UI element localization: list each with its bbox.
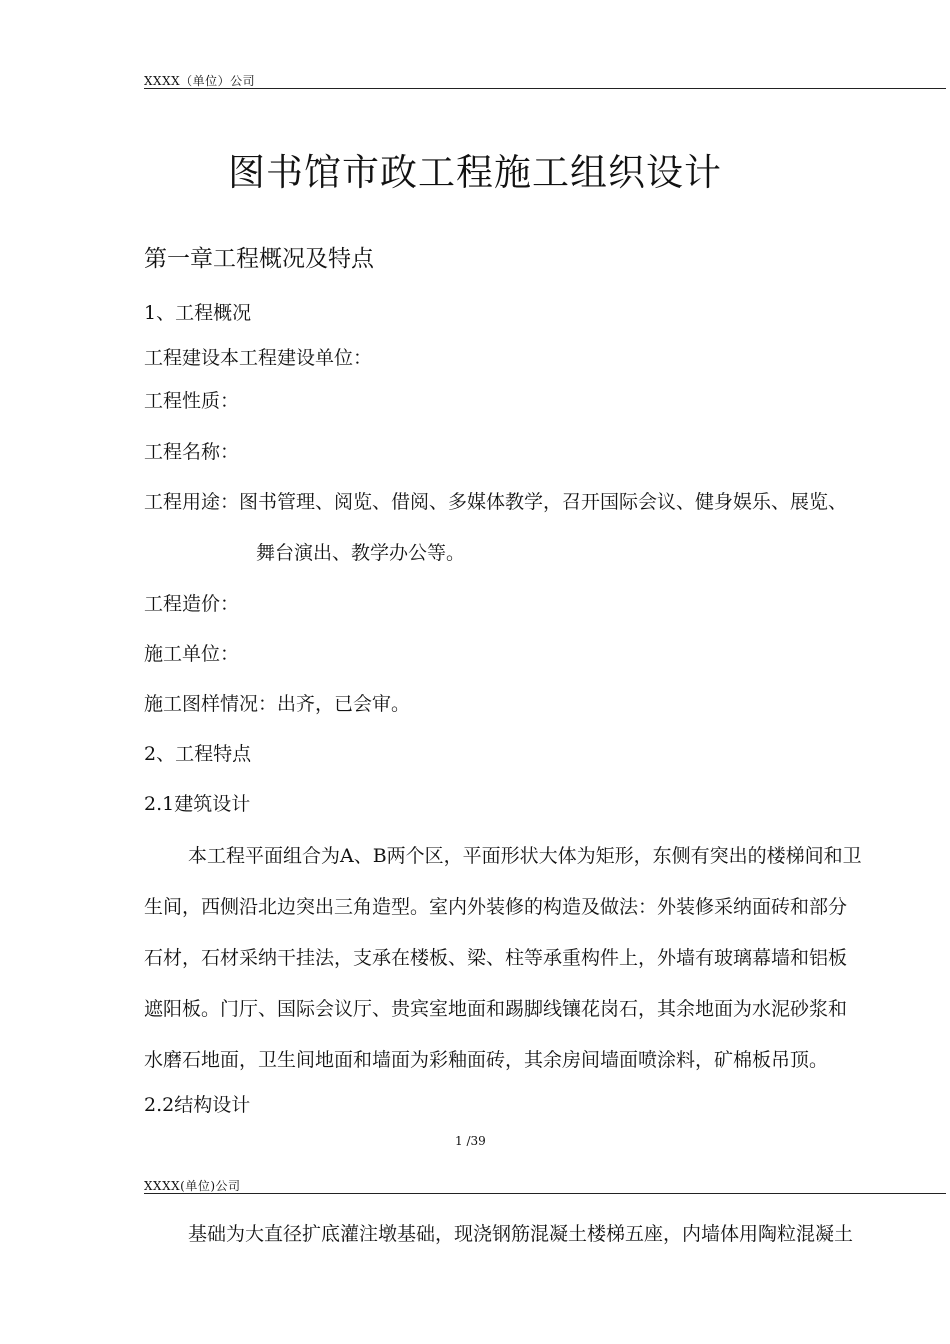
chapter-heading: 第一章工程概况及特点 — [144, 246, 374, 272]
paragraph-line: 本工程平面组合为A、B两个区，平面形状大体为矩形，东侧有突出的楼梯间和卫 — [188, 845, 862, 867]
info-line-purpose-cont: 舞台演出、教学办公等。 — [256, 542, 466, 564]
page-number: 1 /39 — [455, 1134, 486, 1148]
info-line-purpose: 工程用途：图书管理、阅览、借阅、多媒体教学，召开国际会议、健身娱乐、展览、 — [144, 491, 848, 513]
info-line-drawings: 施工图样情况：出齐，已会审。 — [144, 693, 411, 715]
header-divider-2 — [144, 1193, 946, 1194]
paragraph-line: 遮阳板。门厅、国际会议厅、贵宾室地面和踢脚线镶花岗石，其余地面为水泥砂浆和 — [144, 998, 848, 1020]
info-line-name: 工程名称： — [144, 441, 240, 463]
section-heading-2: 2、工程特点 — [144, 743, 252, 765]
subsection-heading-structure: 2.2结构设计 — [144, 1094, 251, 1116]
architecture-paragraph — [144, 831, 944, 1086]
paragraph-line: 水磨石地面，卫生间地面和墙面为彩釉面砖，其余房间墙面喷涂料，矿棉板吊顶。 — [144, 1049, 829, 1071]
subsection-heading-architecture: 2.1建筑设计 — [144, 793, 251, 815]
paragraph-line: 石材，石材采纳干挂法，支承在楼板、梁、柱等承重构件上，外墙有玻璃幕墙和铝板 — [144, 947, 848, 969]
structure-paragraph-start: 基础为大直径扩底灌注墩基础，现浇钢筋混凝土楼梯五座，内墙体用陶粒混凝土 — [188, 1223, 854, 1245]
paragraph-line: 生间，西侧沿北边突出三角造型。室内外装修的构造及做法：外装修采纳面砖和部分 — [144, 896, 848, 918]
section-heading-1: 1、工程概况 — [144, 302, 252, 324]
info-line-nature: 工程性质： — [144, 390, 240, 412]
header-divider — [144, 88, 946, 89]
document-title: 图书馆市政工程施工组织设计 — [228, 151, 722, 194]
info-line-owner: 工程建设本工程建设单位： — [144, 347, 373, 369]
info-line-contractor: 施工单位： — [144, 643, 240, 665]
page-header-2: XXXX(单位)公司 — [144, 1179, 241, 1193]
info-line-cost: 工程造价： — [144, 593, 240, 615]
page-header: XXXX（单位）公司 — [144, 74, 256, 88]
